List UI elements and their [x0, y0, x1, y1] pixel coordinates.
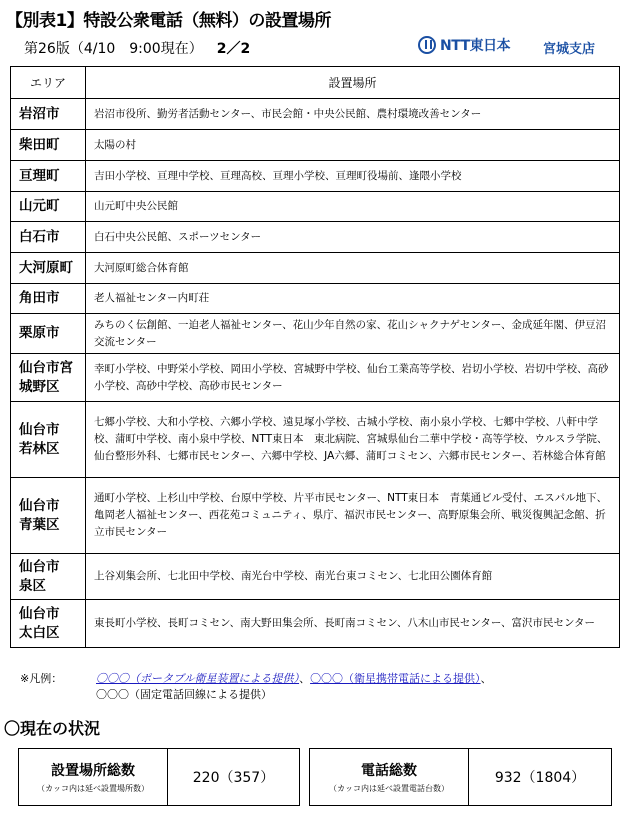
locations-label: 設置場所総数	[51, 763, 135, 779]
area-cell: 仙台市泉区	[11, 554, 86, 600]
table-row	[11, 161, 620, 192]
legend-line-2	[20, 687, 492, 703]
legend-portable-satellite: 〇〇〇（ポータブル衛星装置による提供）	[96, 672, 300, 685]
legend-separator: 、	[480, 672, 492, 685]
table-header-row	[11, 67, 620, 99]
table-row	[11, 354, 620, 402]
header-area: エリア	[11, 67, 86, 99]
locations-table	[10, 66, 620, 648]
area-cell: 仙台市若林区	[11, 402, 86, 478]
location-cell: 大河原町総合体育館	[86, 253, 620, 284]
logo-text: NTT東日本	[440, 38, 511, 54]
phones-label: 電話総数	[361, 763, 417, 779]
location-cell: 通町小学校、上杉山中学校、台原中学校、片平市民センター、NTT東日本 青葉通ビル受付、エスパル地下、亀岡老人福祉センター、西花苑コミュニティ、県庁、福沢市民センター、高野原集会所、戦災復興記念館、折立市民センター	[86, 478, 620, 554]
table-row	[11, 478, 620, 554]
ntt-logo-icon	[418, 36, 436, 54]
locations-note: （カッコ内は延べ設置場所数）	[37, 784, 149, 793]
area-cell: 仙台市宮城野区	[11, 354, 86, 402]
phones-summary-box	[309, 748, 612, 806]
location-cell: 幸町小学校、中野栄小学校、岡田小学校、宮城野中学校、仙台工業高等学校、岩切小学校、岩切中学校、高砂小学校、高砂中学校、高砂市民センター	[86, 354, 620, 402]
edition-text: 第26版（4/10 9:00現在）	[24, 41, 203, 57]
location-cell: 東長町小学校、長町コミセン、南大野田集会所、長町南コミセン、八木山市民センター、富沢市民センター	[86, 600, 620, 648]
legend-satellite-phone: 〇〇〇（衛星携帯電話による提供）	[310, 672, 481, 685]
location-cell: 山元町中央公民館	[86, 192, 620, 222]
location-cell: 上谷刈集会所、七北田中学校、南光台中学校、南光台東コミセン、七北田公園体育館	[86, 554, 620, 600]
location-cell: 吉田小学校、亘理中学校、亘理高校、亘理小学校、亘理町役場前、逢隈小学校	[86, 161, 620, 192]
location-cell: 老人福祉センター内町荘	[86, 284, 620, 314]
ntt-logo	[418, 35, 510, 55]
page-number: 2／2	[216, 41, 251, 57]
table-row	[11, 600, 620, 648]
table-row	[11, 314, 620, 354]
area-cell: 山元町	[11, 192, 86, 222]
legend-separator: 、	[299, 672, 311, 685]
legend-line-1	[20, 671, 492, 687]
location-cell: 太陽の村	[86, 130, 620, 161]
legend	[20, 671, 492, 703]
phones-note: （カッコ内は延べ設置電話台数）	[329, 784, 449, 793]
table-row	[11, 284, 620, 314]
status-heading: 〇現在の状況	[4, 719, 101, 738]
table-row	[11, 554, 620, 600]
location-cell: 七郷小学校、大和小学校、六郷小学校、遠見塚小学校、古城小学校、南小泉小学校、七郷中学校、八軒中学校、蒲町中学校、南小泉中学校、NTT東日本 東北病院、宮城県仙台二華中学校・高等学校、ウルスラ学院、仙台整形外科、七郷市民センター、六郷中学校、JA六郷、蒲町コミセン、六郷市民センター、若林総合体育館	[86, 402, 620, 478]
area-cell: 岩沼市	[11, 99, 86, 130]
table-row	[11, 99, 620, 130]
phones-value: 932（1804）	[494, 770, 586, 786]
table-row	[11, 253, 620, 284]
area-cell: 大河原町	[11, 253, 86, 284]
area-cell: 柴田町	[11, 130, 86, 161]
area-cell: 角田市	[11, 284, 86, 314]
area-cell: 白石市	[11, 222, 86, 253]
header-location: 設置場所	[86, 67, 620, 99]
table-row	[11, 192, 620, 222]
table-row	[11, 222, 620, 253]
area-cell: 仙台市青葉区	[11, 478, 86, 554]
legend-prefix: ※凡例：	[20, 672, 63, 685]
document-title: 【別表1】特設公衆電話（無料）の設置場所	[6, 11, 331, 31]
area-cell: 亘理町	[11, 161, 86, 192]
area-cell: 仙台市太白区	[11, 600, 86, 648]
locations-label-cell	[19, 749, 168, 805]
location-cell: 岩沼市役所、勤労者活動センター、市民会館・中央公民館、農村環境改善センター	[86, 99, 620, 130]
locations-summary-box	[18, 748, 300, 806]
location-cell: みちのく伝創館、一迫老人福祉センター、花山少年自然の家、花山シャクナゲセンター、金成延年閣、伊豆沼交流センター	[86, 314, 620, 354]
area-cell: 栗原市	[11, 314, 86, 354]
table-row	[11, 130, 620, 161]
table-row	[11, 402, 620, 478]
legend-fixed-line: 〇〇〇（固定電話回線による提供）	[96, 688, 272, 701]
locations-value: 220（357）	[192, 770, 275, 786]
branch-name: 宮城支店	[543, 42, 596, 57]
phones-label-cell	[310, 749, 469, 805]
location-cell: 白石中央公民館、スポーツセンター	[86, 222, 620, 253]
edition-line	[24, 38, 250, 58]
